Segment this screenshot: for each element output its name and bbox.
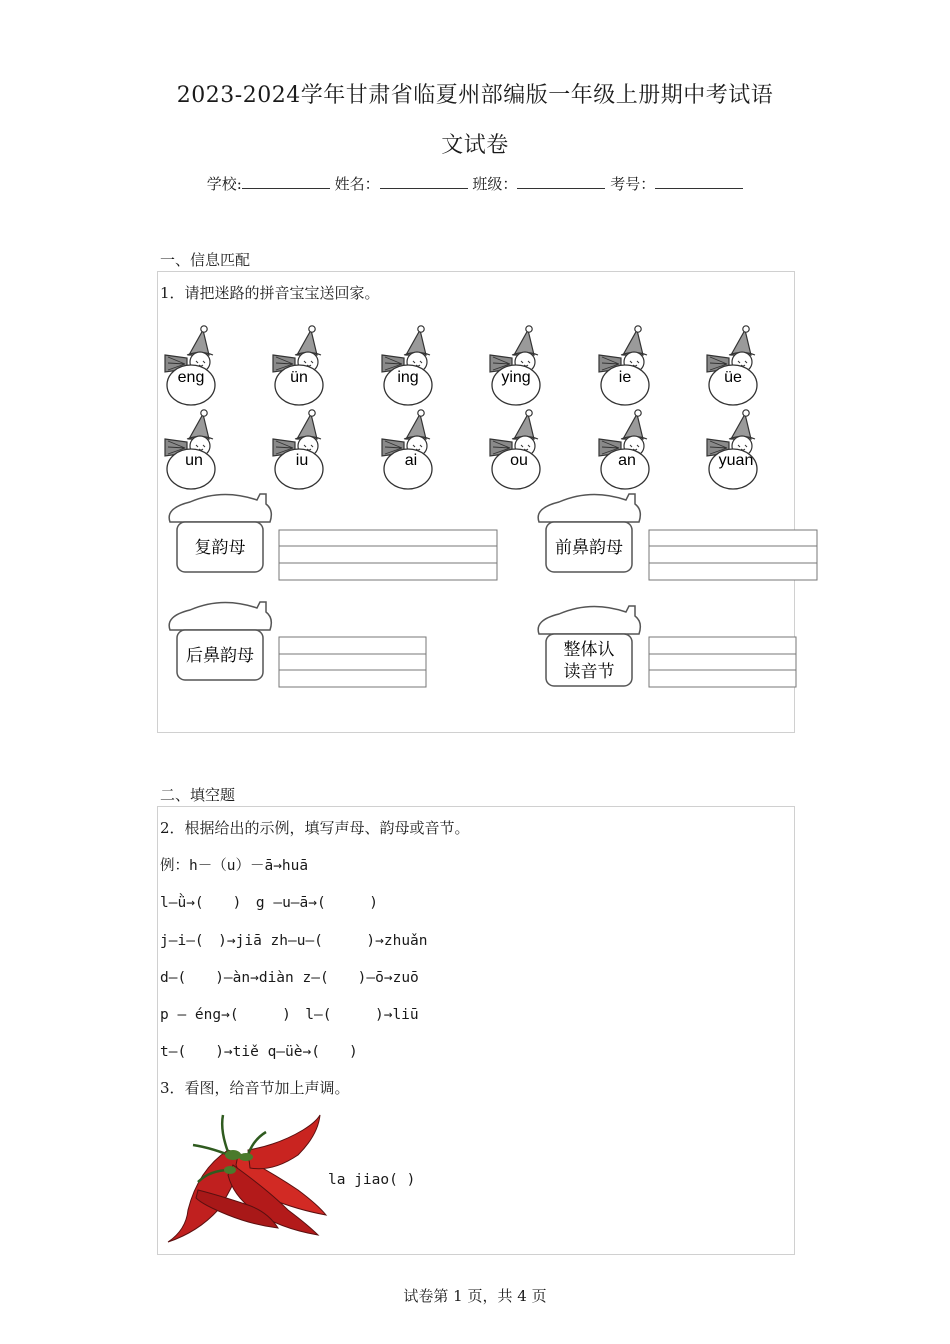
class-label: 班级：	[472, 175, 518, 193]
pinyin-card[interactable]: eng	[177, 369, 205, 386]
student-info-row	[0, 173, 950, 194]
pinyin-matching-figure	[157, 312, 827, 732]
house-zhengti-rendu	[538, 606, 640, 686]
snowman-row-2	[165, 410, 757, 489]
chili-pepper-image	[158, 1110, 333, 1250]
number-label: 考号：	[610, 175, 656, 193]
snowman-row-1	[165, 326, 757, 405]
name-label: 姓名：	[334, 175, 380, 193]
pinyin-card[interactable]: ie	[618, 369, 632, 386]
exam-title-line1: 2023-2024学年甘肃省临夏州部编版一年级上册期中考试语	[176, 83, 774, 108]
house-label-zhengti-2: 读音节	[563, 662, 615, 682]
example-line: 例：h－（u）－ā→huā	[160, 858, 309, 874]
number-blank[interactable]	[655, 174, 743, 189]
question2-text: 2．根据给出的示例，填写声母、韵母或音节。	[160, 819, 470, 837]
fill-line-2[interactable]: j—i—( )→jiā zh—u—( )→zhuǎn	[160, 933, 428, 949]
exam-title-line2: 文试卷	[441, 133, 509, 158]
pinyin-card[interactable]: ou	[510, 452, 528, 469]
section1-heading: 一、信息匹配	[160, 251, 251, 269]
pinyin-card[interactable]: ün	[290, 369, 308, 386]
name-blank[interactable]	[380, 174, 468, 189]
class-blank[interactable]	[517, 174, 605, 189]
fill-line-3[interactable]: d—( )—àn→diàn z—( )—ō→zuō	[160, 970, 419, 986]
question3-text: 3．看图，给音节加上声调。	[160, 1079, 350, 1097]
house-label-qian: 前鼻韵母	[555, 538, 623, 558]
school-label: 学校:	[206, 175, 242, 193]
answer-lines-zhengti[interactable]	[649, 637, 796, 687]
page-footer: 试卷第 1 页，共 4 页	[403, 1287, 547, 1305]
pinyin-card[interactable]: ai	[404, 452, 418, 469]
house-label-hou: 后鼻韵母	[186, 646, 254, 666]
fill-line-5[interactable]: t—( )→tiě q—üè→( )	[160, 1044, 358, 1060]
house-label-zhengti-1: 整体认	[563, 640, 615, 660]
fill-line-4[interactable]: p — éng→( ) l—( )→liū	[160, 1007, 419, 1023]
pinyin-card[interactable]: ing	[397, 369, 419, 386]
pinyin-card[interactable]: iu	[295, 452, 309, 469]
house-houbi-yunmu	[169, 602, 271, 680]
section2-heading: 二、填空题	[160, 786, 236, 804]
house-label-fu: 复韵母	[194, 538, 246, 558]
pinyin-card[interactable]: yuan	[718, 452, 754, 469]
pinyin-card[interactable]: un	[185, 452, 203, 469]
q3-answer-field[interactable]: la jiao( )	[328, 1172, 416, 1188]
fill-line-1[interactable]: l—ǜ→( ) g —u—ā→( )	[160, 895, 378, 911]
house-fu-yunmu	[169, 494, 271, 572]
house-qianbi-yunmu	[538, 494, 640, 572]
pinyin-card[interactable]: an	[618, 452, 636, 469]
pinyin-card[interactable]: ying	[501, 369, 531, 386]
question1-text: 1．请把迷路的拼音宝宝送回家。	[160, 284, 380, 302]
pinyin-card[interactable]: üe	[724, 369, 742, 386]
answer-lines-fu[interactable]	[279, 530, 497, 580]
answer-lines-qian[interactable]	[649, 530, 817, 580]
school-blank[interactable]	[242, 174, 330, 189]
answer-lines-hou[interactable]	[279, 637, 426, 687]
